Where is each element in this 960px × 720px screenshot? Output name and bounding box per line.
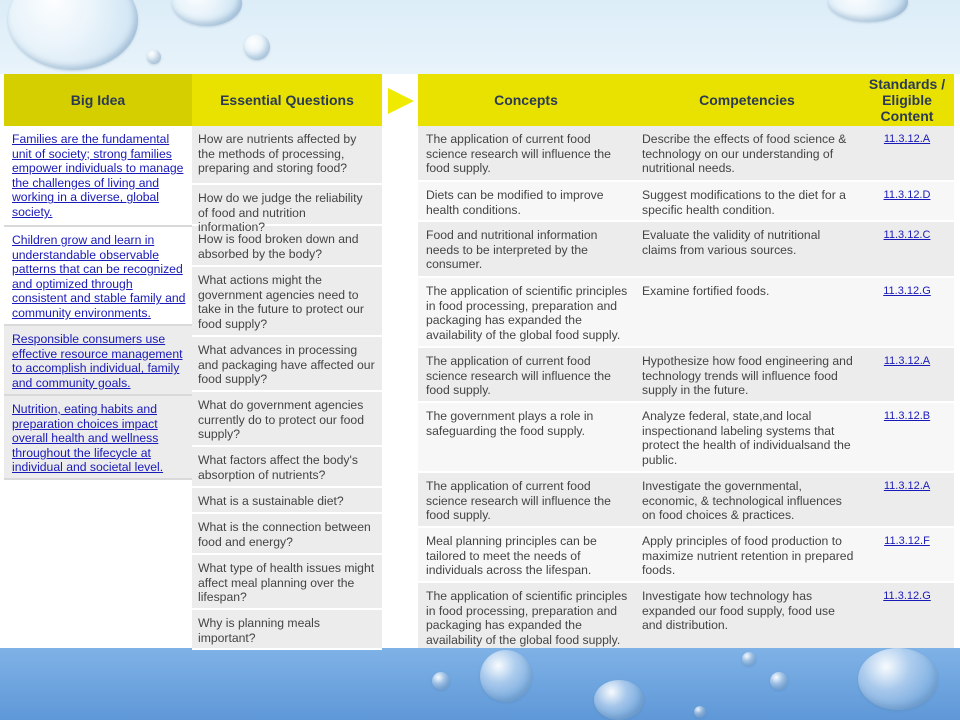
essential-question: What do government agencies currently do to protect our food supply? [192,392,382,447]
concept-cell: The government plays a role in safeguarding the food supply. [426,409,594,438]
essential-question: How do we judge the reliability of food and nutrition information? [192,185,382,226]
header-essential-questions: Essential Questions [192,74,382,126]
competency-cell: Analyze federal, state,and local inspectionand labeling systems that protect the health of individualsand the public. [642,409,851,467]
water-drop-decoration [8,0,138,70]
big-idea-link[interactable]: Nutrition, eating habits and preparation choices impact overall health and wellness throughout the lifecycle at individual and societal level. [4,396,192,480]
water-drop-decoration [172,0,242,26]
essential-question: How are nutrients affected by the methods of processing, preparing and storing food? [192,126,382,185]
header-big-idea: Big Idea [4,74,192,126]
competency-cell: Investigate how technology has expanded our food supply, food use and distribution. [642,589,835,633]
essential-question: What type of health issues might affect meal planning over the lifespan? [192,555,382,610]
table-row [418,403,954,473]
arrow-right-icon [388,88,414,114]
concept-cell: Meal planning principles can be tailored to meet the needs of individuals across the lifespan. [426,534,597,578]
water-drop-decoration [858,648,938,710]
big-idea-link[interactable]: Children grow and learn in understandable observable patterns that can be recognized and optimized through consistent and stable family and community environments. [4,227,192,326]
water-drop-decoration [694,706,706,718]
water-drop-decoration [742,652,756,666]
concept-cell: The application of scientific principles in food processing, preparation and packaging has expanded the availability of the global food supply. [426,589,628,647]
water-drop-decoration [770,672,788,690]
header-standards-line: Eligible [882,92,932,108]
standard-link[interactable]: 11.3.12.B [883,410,931,422]
competency-cell: Apply principles of food production to maximize nutrient retention in prepared foods. [642,534,854,578]
water-drop-decoration [432,672,450,690]
essential-question: How is food broken down and absorbed by the body? [192,226,382,267]
standard-link[interactable]: 11.3.12.G [883,590,931,602]
competency-cell: Examine fortified foods. [642,284,770,298]
competency-cell: Describe the effects of food science & technology on our understanding of nutritional needs. [642,132,847,176]
water-drop-decoration [594,680,644,720]
table-row [418,222,954,278]
concept-cell: The application of current food science research will influence the food supply. [426,354,611,398]
big-idea-column [4,126,192,480]
table-row [418,583,954,648]
essential-question: What is a sustainable diet? [192,488,382,514]
concept-cell: The application of current food science research will influence the food supply. [426,132,611,176]
essential-question: What is the connection between food and energy? [192,514,382,555]
essential-question: What advances in processing and packaging have affected our food supply? [192,337,382,392]
standard-link[interactable]: 11.3.12.G [883,285,931,297]
table-row [418,528,954,583]
concept-cell: Diets can be modified to improve health conditions. [426,188,604,217]
competency-cell: Evaluate the validity of nutritional claims from various sources. [642,228,821,257]
table-row [418,348,954,403]
concept-cell: The application of scientific principles in food processing, preparation and packaging has expanded the availability of the global food supply. [426,284,628,342]
essential-questions-column [192,126,382,650]
table-row [418,473,954,528]
competency-cell: Hypothesize how food engineering and technology trends will influence food supply in the future. [642,354,853,398]
big-idea-link[interactable]: Responsible consumers use effective resource management to accomplish individual, family and community goals. [4,326,192,396]
water-drop-decoration [244,34,270,60]
header-concepts: Concepts [418,74,634,126]
table-row [418,182,954,222]
header-standards-line: Standards / [868,76,946,92]
standard-link[interactable]: 11.3.12.A [883,355,931,367]
water-drop-decoration [480,650,532,702]
standard-link[interactable]: 11.3.12.A [883,133,931,145]
essential-question: Why is planning meals important? [192,610,382,650]
essential-question: What factors affect the body's absorption of nutrients? [192,447,382,488]
concept-cell: Food and nutritional information needs to be interpreted by the consumer. [426,228,598,272]
background-bottom-band [0,648,960,720]
concept-cell: The application of current food science research will influence the food supply. [426,479,611,523]
competency-cell: Suggest modifications to the diet for a specific health condition. [642,188,846,217]
water-drop-decoration [828,0,908,22]
header-standards-line: Content [880,108,934,124]
table-row [418,126,954,182]
big-idea-link[interactable]: Families are the fundamental unit of society; strong families empower individuals to manage the challenges of living and working in a diverse, global society. [4,126,192,227]
standard-link[interactable]: 11.3.12.D [883,189,931,201]
standard-link[interactable]: 11.3.12.A [883,480,931,492]
water-drop-decoration [147,50,161,64]
standard-link[interactable]: 11.3.12.C [883,229,931,241]
header-standards [860,74,954,126]
essential-question: What actions might the government agencies need to take in the future to protect our food supply? [192,267,382,337]
header-competencies: Competencies [634,74,860,126]
standard-link[interactable]: 11.3.12.F [884,535,930,547]
table-row [418,278,954,348]
competency-cell: Investigate the governmental, economic, & technological influences on food choices & practices. [642,479,842,523]
